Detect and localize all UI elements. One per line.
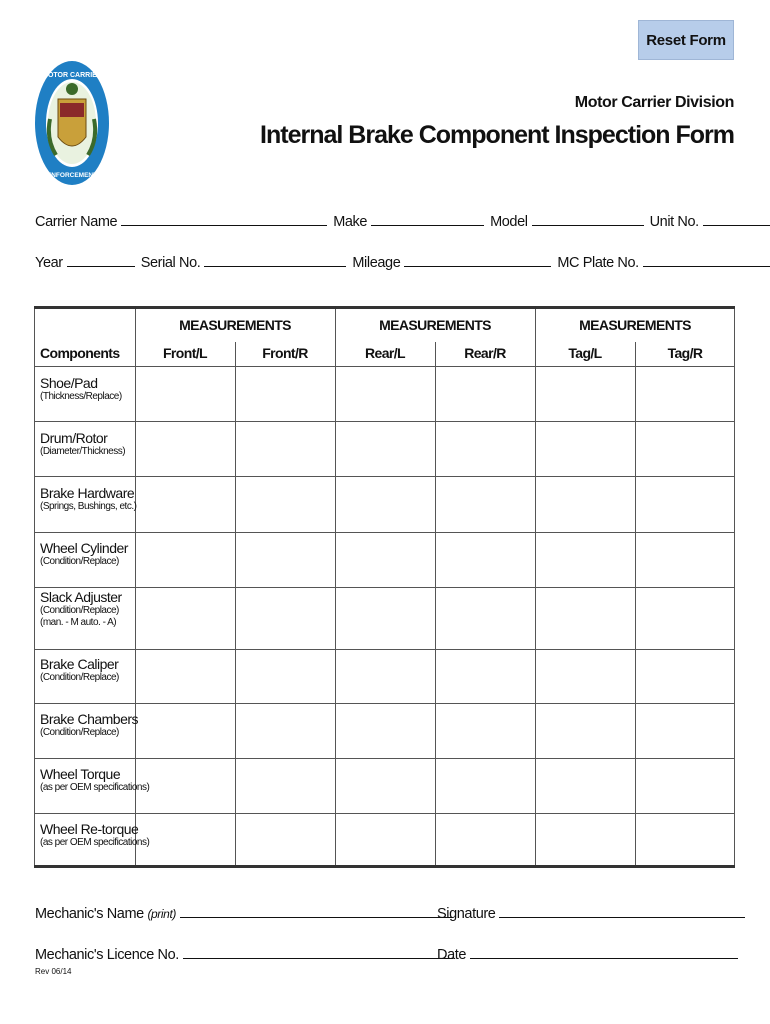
component-subtext: (Springs, Bushings, etc.) <box>40 501 137 512</box>
component-name: Slack Adjuster <box>40 589 122 605</box>
component-subtext: (Diameter/Thickness) <box>40 446 126 457</box>
reset-form-button[interactable]: Reset Form <box>638 20 734 60</box>
signature-label: Signature <box>437 906 496 922</box>
component-subtext: (as per OEM specifications) <box>40 782 150 793</box>
component-name: Shoe/Pad <box>40 375 98 391</box>
mechanic-name-note: (print) <box>147 907 176 921</box>
model-label: Model <box>490 214 528 230</box>
mc-plate-label: MC Plate No. <box>557 255 639 271</box>
component-row <box>40 375 122 403</box>
carrier-name-field[interactable] <box>121 212 327 226</box>
licence-field[interactable] <box>183 945 453 959</box>
component-subtext: (Condition/Replace) <box>40 727 119 738</box>
model-field[interactable] <box>532 212 644 226</box>
component-subtext: (as per OEM specifications) <box>40 837 150 848</box>
mc-plate-field[interactable] <box>643 253 770 267</box>
component-row <box>40 589 122 629</box>
mechanic-name-label: Mechanic's Name <box>35 906 144 922</box>
col-front-l: Front/L <box>162 345 207 361</box>
component-subtext: (Condition/Replace) <box>40 556 119 567</box>
motor-carrier-enforcement-seal <box>34 59 110 187</box>
component-name: Wheel Cylinder <box>40 540 128 556</box>
mileage-label: Mileage <box>352 255 401 271</box>
component-name: Brake Hardware <box>40 485 135 501</box>
date-line <box>437 945 738 963</box>
component-name: Wheel Torque <box>40 766 121 782</box>
component-row <box>40 821 149 849</box>
col-rear-l: Rear/L <box>365 345 405 361</box>
seal-bottom-text: ENFORCEMENT <box>46 172 98 179</box>
year-field[interactable] <box>67 253 135 267</box>
col-rear-r: Rear/R <box>464 345 506 361</box>
signature-field[interactable] <box>499 904 745 918</box>
component-subtext-2: (man. - M auto. - A) <box>40 617 117 628</box>
mechanic-name-line <box>35 904 458 922</box>
component-subtext: (Condition/Replace) <box>40 605 119 616</box>
component-name: Brake Caliper <box>40 656 119 672</box>
col-tag-r: Tag/R <box>667 345 703 361</box>
component-row <box>40 430 125 458</box>
inspection-table <box>34 306 735 868</box>
mileage-field[interactable] <box>404 253 551 267</box>
components-header: Components <box>40 345 120 361</box>
mechanic-name-field[interactable] <box>180 904 452 918</box>
serial-no-field[interactable] <box>204 253 346 267</box>
component-row <box>40 656 119 684</box>
division-name: Motor Carrier Division <box>574 94 734 111</box>
component-name: Brake Chambers <box>40 711 139 727</box>
signature-line <box>437 904 745 922</box>
seal-top-text: MOTOR CARRIER <box>42 72 102 79</box>
form-title: Internal Brake Component Inspection Form <box>260 121 734 149</box>
date-label: Date <box>437 947 467 963</box>
carrier-name-label: Carrier Name <box>35 214 118 230</box>
make-field[interactable] <box>371 212 484 226</box>
col-tag-l: Tag/L <box>568 345 602 361</box>
unit-no-label: Unit No. <box>649 214 699 230</box>
vehicle-info-row-2 <box>35 253 735 271</box>
licence-line <box>35 945 459 963</box>
measurements-header-front: MEASUREMENTS <box>179 317 291 333</box>
measurements-header-rear: MEASUREMENTS <box>379 317 491 333</box>
make-label: Make <box>333 214 368 230</box>
revision-note: Rev 06/14 <box>35 967 72 976</box>
vehicle-info-row-1 <box>35 212 735 230</box>
component-row <box>40 711 138 739</box>
component-row <box>40 485 136 513</box>
component-row <box>40 540 128 568</box>
col-front-r: Front/R <box>262 345 308 361</box>
component-name: Wheel Re-torque <box>40 821 139 837</box>
component-name: Drum/Rotor <box>40 430 108 446</box>
component-row <box>40 766 149 794</box>
component-subtext: (Condition/Replace) <box>40 672 119 683</box>
component-subtext: (Thickness/Replace) <box>40 391 122 402</box>
unit-no-field[interactable] <box>703 212 770 226</box>
licence-label: Mechanic's Licence No. <box>35 947 179 963</box>
measurements-header-tag: MEASUREMENTS <box>579 317 691 333</box>
year-label: Year <box>35 255 63 271</box>
date-field[interactable] <box>470 945 738 959</box>
serial-no-label: Serial No. <box>140 255 201 271</box>
